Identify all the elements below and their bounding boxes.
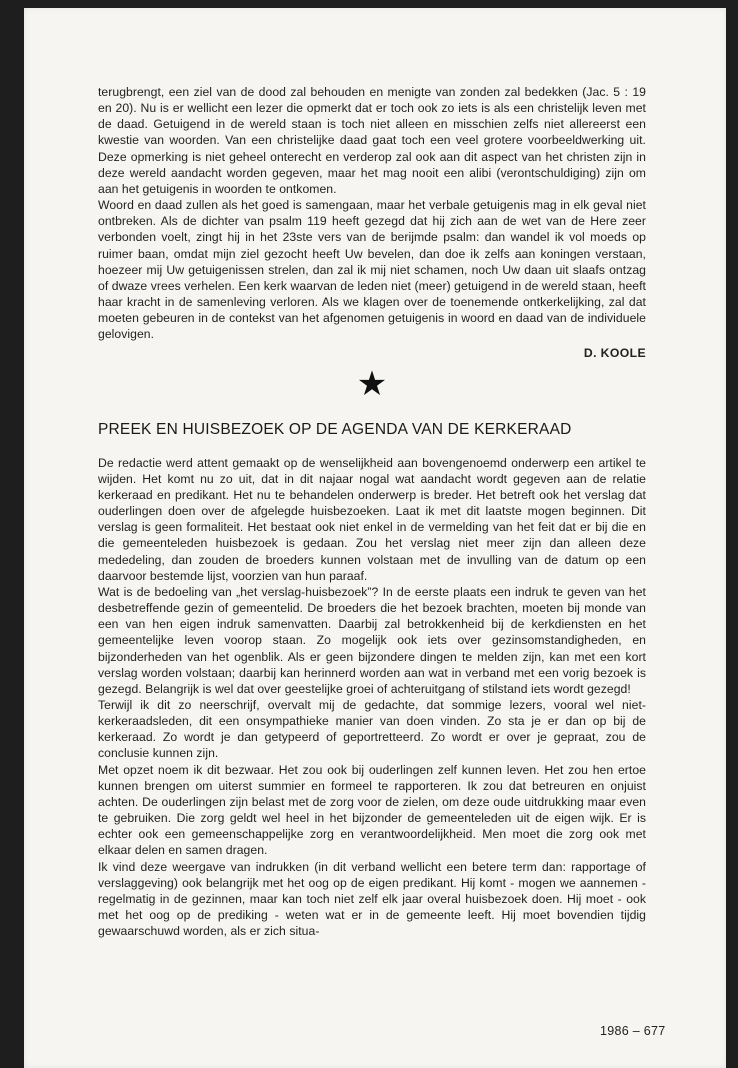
paragraph: De redactie werd attent gemaakt op de wenselijkheid aan bovengenoemd onderwerp een artikel te wijden. Het komt nu zo uit, dat in dit najaar nogal wat aandacht wordt gegeven aan de relatie kerkeraad en predikant. Het nu te behandelen onderwerp is breder. Het betreft ook het verslag dat ouderlingen doen over de afgelegde huisbezoeken. Laat ik met dit laatste mogen beginnen. Dit verslag is geen formaliteit. Het bestaat ook niet enkel in de vermelding van het feit dat er bij die en die gemeenteleden huisbezoek is gedaan. Zou het verslag niet meer zijn dan alleen deze mededeling, dan zouden de broeders kunnen volstaan met de invulling van de datum op een daarvoor bestemde lijst, voorzien van hun paraaf. [98, 455, 646, 583]
paragraph: Ik vind deze weergave van indrukken (in dit verband wellicht een betere term dan: rapportage of verslaggeving) ook belangrijk met het oog op de eigen predikant. Hij komt - mogen we aannemen - regelmatig in de gezinnen, maar kan toch niet zelf elk jaar overal huisbezoek doen. Hij moet - ook met het oog op de prediking - weten wat er in de gemeente leeft. Hij moet bovendien tijdig gewaarschuwd worden, als er zich situa- [98, 859, 646, 939]
document-page [24, 8, 726, 1068]
paragraph: Woord en daad zullen als het goed is samengaan, maar het verbale getuigenis mag in elk geval niet ontbreken. Als de dichter van psalm 119 heeft gezegd dat hij zich aan de wet van de Here zeer verbonden voelt, zingt hij in het 23ste vers van de berijmde psalm: dan wandel ik vol moeds op ruimer baan, omdat mijn ziel gezocht heeft Uw bevelen, dan doe ik zelfs aan koningen verstaan, hoezeer mij Uw getuigenissen strelen, dan zal ik mij niet schamen, noch Uw daan uit slaafs ontzag of dwaze vrees verhelen. Een kerk waarvan de leden niet (meer) getuigend in de wereld staan, heeft haar kracht in de samenleving verloren. Als we klagen over de toenemende ontkerkelijking, zal dat moeten gebeuren in de contekst van het afgenomen getuigenis in woord en daad van de individuele gelovigen. [98, 198, 646, 342]
paragraph: terugbrengt, een ziel van de dood zal behouden en menigte van zonden zal bedekken (Jac. 5 : 19 en 20). Nu is er wellicht een lezer die opmerkt dat er toch ook zo iets is als een christelijk leven met de daad. Getuigend in de wereld staan is toch niet alleen en misschien zelfs niet allereerst een kwestie van woorden. Van een christelijke daad gaat toch een veel grotere voorbeeldwerking uit. Deze opmerking is niet geheel onterecht en verderop zal ook aan dit aspect van het christen zijn in deze wereld aandacht worden gegeven, maar het mag nooit een alibi (verontschuldiging) zijn om aan het getuigenis in woorden te ontkomen. [98, 85, 646, 196]
star-icon: ★ [356, 364, 388, 403]
author-signature: D. KOOLE [583, 345, 646, 360]
paragraph: Met opzet noem ik dit bezwaar. Het zou ook bij ouderlingen zelf kunnen leven. Het zou hen ertoe kunnen brengen om uiterst summier en formeel te rapporteren. Ik zou dat betreuren en onjuist achten. De ouderlingen zijn belast met de zorg voor de zielen, om deze oude uitdrukking maar even te gebruiken. Die zorg geldt wel heel in het bijzonder de gemeenteleden uit de eigen wijk. Er is echter ook een gemeenschappelijke zorg en verantwoordelijkheid. Men moet die zorg ook met elkaar delen en samen dragen. [98, 762, 646, 858]
paragraph: Wat is de bedoeling van „het verslag-huisbezoek”? In de eerste plaats een indruk te geven van het desbetreffende gezin of gemeentelid. De broeders die het bezoek brachten, moeten bij monde van een van hen eigen indruk samenvatten. Daarbij zal betrokkenheid bij de kerkdiensten en het gemeentelijke leven voorop staan. Zo mogelijk ook iets over gezinsomstandigheden, en bijzonderheden van het ogenblik. Als er geen bijzondere dingen te melden zijn, kan met een kort verslag worden volstaan; daarbij kan herinnerd worden aan wat in verband met een vorig bezoek is gezegd. Belangrijk is wel dat over geestelijke groei of achteruitgang of stilstand iets wordt gezegd! [98, 584, 646, 696]
page-number: 1986 – 677 [600, 1024, 666, 1038]
article-title: PREEK EN HUISBEZOEK OP DE AGENDA VAN DE KERKERAAD [98, 420, 572, 438]
page-content [98, 84, 646, 939]
paragraph: Terwijl ik dit zo neerschrijf, overvalt mij de gedachte, dat sommige lezers, vooral wel niet-kerkeraadsleden, dit een onsympathieke manier van doen vinden. Zo sta je er dan op bij de kerkeraad. Zo wordt je dan getypeerd of geportretteerd. Zo wordt er over je gepraat, zou de conclusie kunnen zijn. [98, 698, 646, 761]
